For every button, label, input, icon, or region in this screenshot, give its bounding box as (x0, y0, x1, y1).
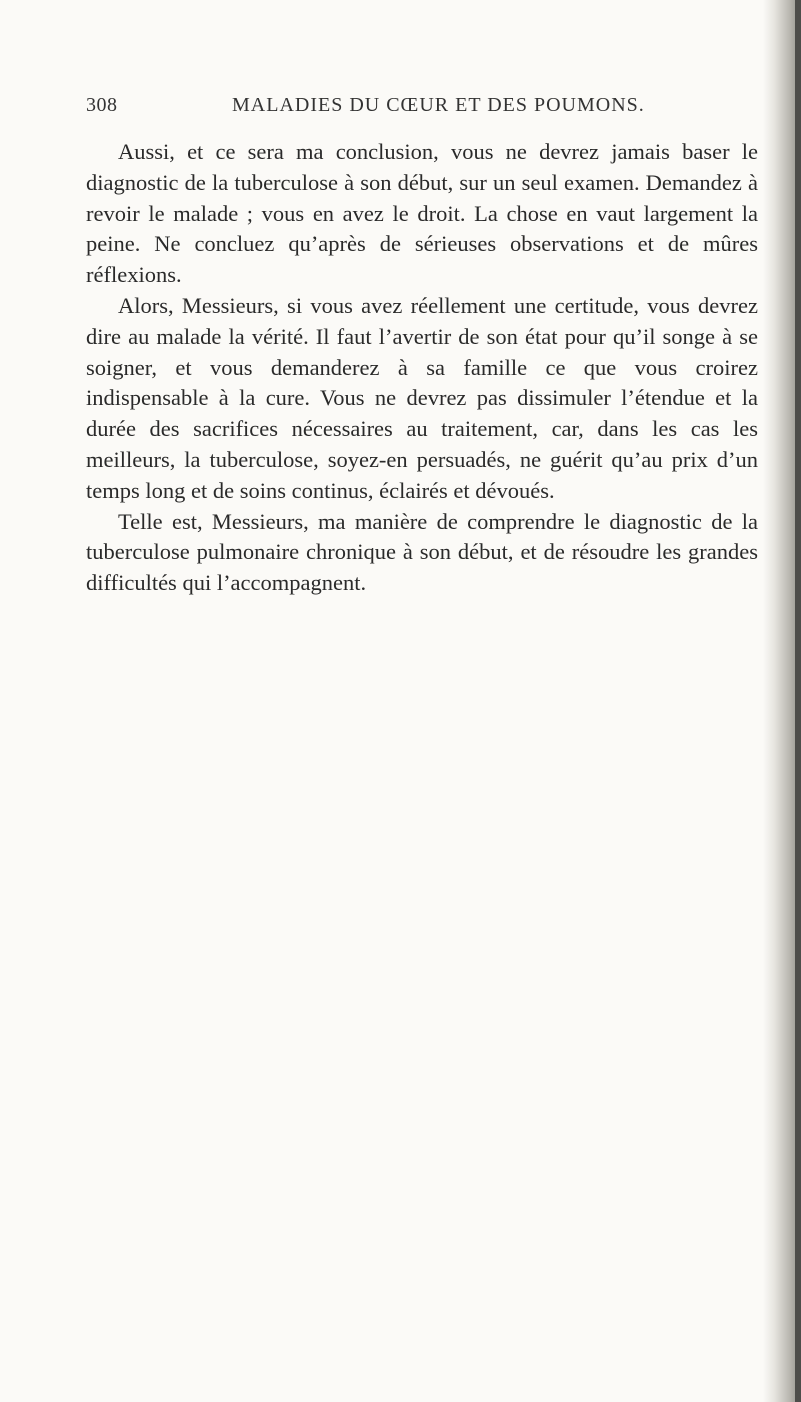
paragraph-conclusion: Aussi, et ce sera ma conclusion, vous ne devrez jamais baser le diagnostic de la tuberculose à son début, sur un seul examen. Demandez à revoir le malade ; vous en avez le droit. La chose en vaut largement la peine. Ne concluez qu’après de sérieuses observations et de mûres réflexions. (86, 139, 758, 288)
page-header (86, 94, 758, 124)
page-edge-binding (795, 0, 801, 1402)
body-text (86, 137, 758, 599)
paragraph-final: Telle est, Messieurs, ma manière de comprendre le diagnostic de la tuberculose pulmonaire chronique à son début, et de résoudre les grandes difficultés qui l’accompagnent. (86, 508, 758, 596)
page-number: 308 (86, 94, 118, 116)
paragraph-verite: Alors, Messieurs, si vous avez réellement une certitude, vous devrez dire au malade la vérité. Il faut l’avertir de son état pour qu’il songe à se soigner, et vous demanderez à sa famille ce que vous croirez indispensable à la cure. Vous ne devrez pas dissimuler l’étendue et la durée des sacrifices nécessaires au traitement, car, dans les cas les meilleurs, la tuberculose, soyez-en persuadés, ne guérit qu’au prix d’un temps long et de soins continus, éclairés et dévoués. (86, 292, 758, 503)
running-title: MALADIES DU CŒUR ET DES POUMONS. (232, 94, 645, 116)
